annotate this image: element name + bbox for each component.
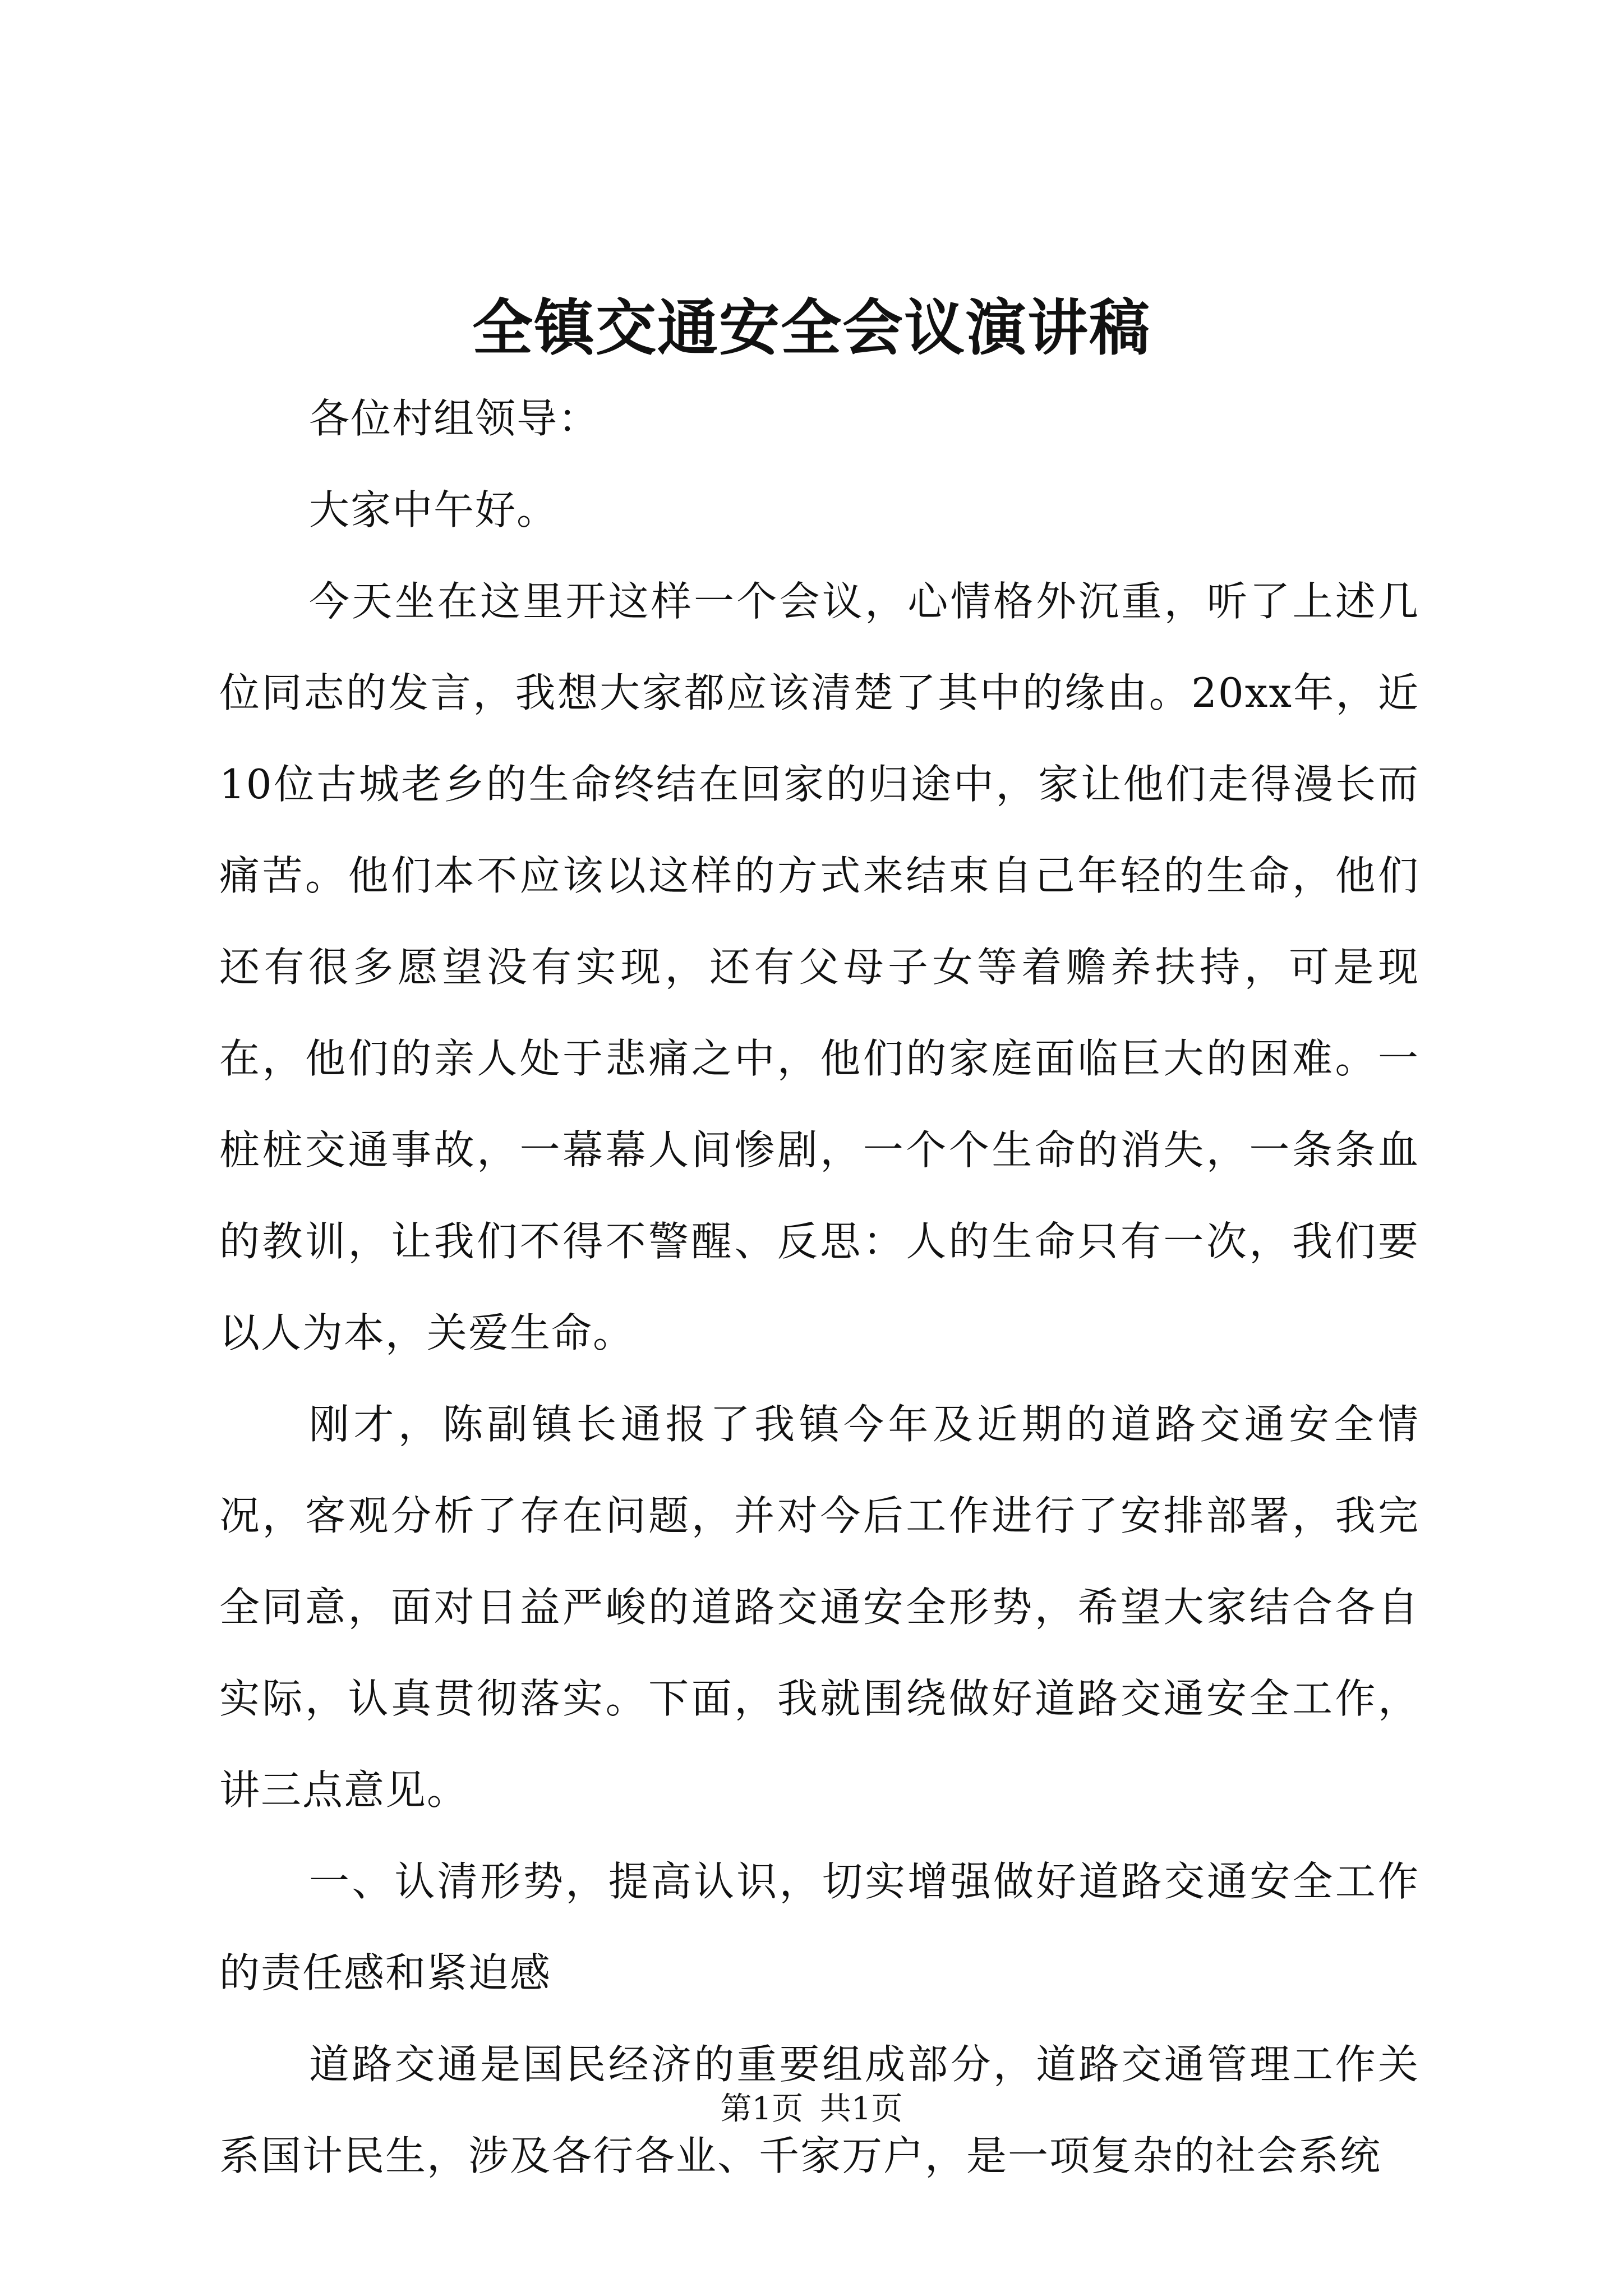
page-number: 第1页 bbox=[720, 2091, 804, 2127]
paragraph: 今天坐在这里开这样一个会议，心情格外沉重，听了上述几位同志的发言，我想大家都应该清楚了其中的缘由。20xx年，近10位古城老乡的生命终结在回家的归途中，家让他们走得漫长而痛苦。他们本不应该以这样的方式来结束自己年轻的生命，他们还有很多愿望没有实现，还有父母子女等着赡养扶持，可是现在，他们的亲人处于悲痛之中，他们的家庭面临巨大的困难。一桩桩交通事故，一幕幕人间惨剧，一个个生命的消失，一条条血的教训，让我们不得不警醒、反思：人的生命只有一次，我们要以人为本，关爱生命。 bbox=[219, 578, 1419, 1356]
page-footer bbox=[0, 2087, 1623, 2132]
paragraph: 刚才，陈副镇长通报了我镇今年及近期的道路交通安全情况，客观分析了存在问题，并对今后工作进行了安排部署，我完全同意，面对日益严峻的道路交通安全形势，希望大家结合各自实际，认真贯彻落实。下面，我就围绕做好道路交通安全工作，讲三点意见。 bbox=[219, 1401, 1419, 1814]
page-total: 共1页 bbox=[819, 2091, 903, 2127]
section-heading: 一、认清形势，提高认识，切实增强做好道路交通安全工作的责任感和紧迫感 bbox=[219, 1858, 1419, 1996]
paragraph-salutation: 各位村组领导： bbox=[309, 395, 600, 442]
paragraph-greeting: 大家中午好。 bbox=[309, 486, 559, 533]
document-body bbox=[219, 373, 1419, 2202]
document-title: 全镇交通安全会议演讲稿 bbox=[472, 293, 1151, 364]
paragraph: 道路交通是国民经济的重要组成部分，道路交通管理工作关系国计民生，涉及各行各业、千家万户，是一项复杂的社会系统 bbox=[219, 2041, 1419, 2179]
